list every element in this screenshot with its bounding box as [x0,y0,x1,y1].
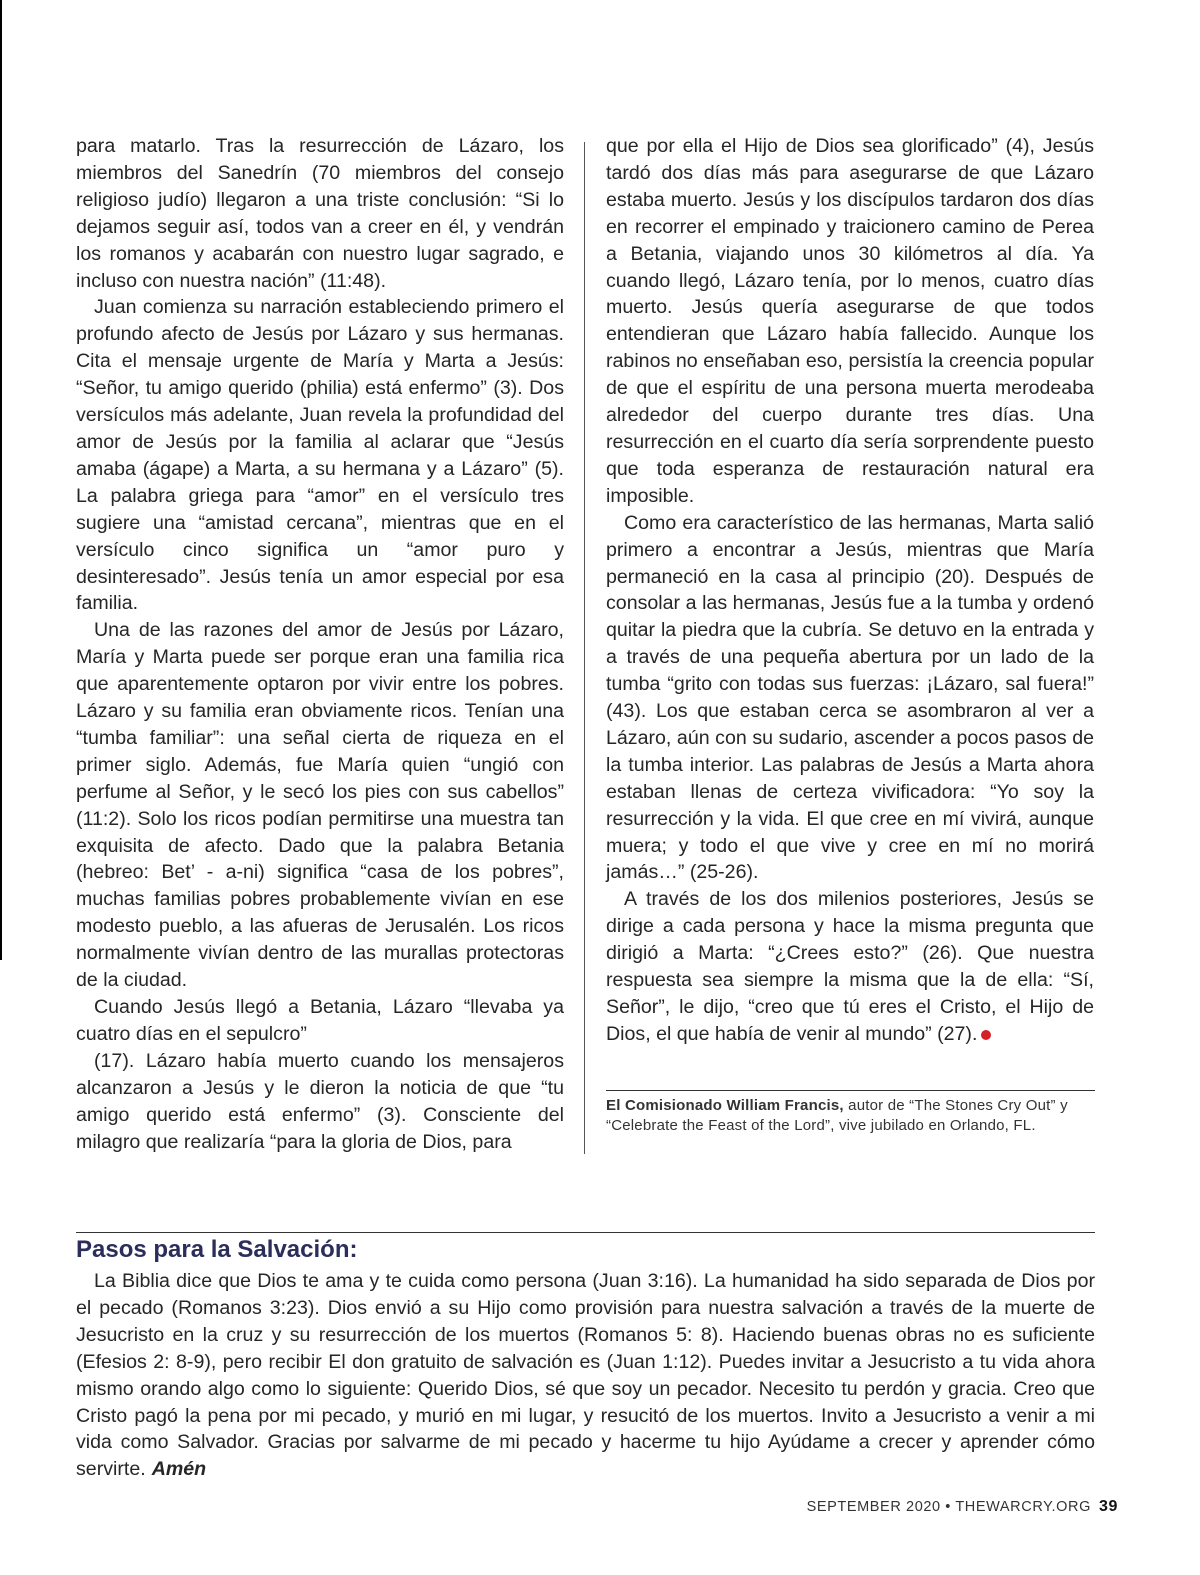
left-paragraph-5: (17). Lázaro había muerto cuando los mensajeros alcanzaron a Jesús y le dieron la noticia de que “tu amigo querido está enfermo” (3). Consciente del milagro que realizaría “para la gloria de Dios, para [76,1049,564,1153]
salvation-text: La Biblia dice que Dios te ama y te cuida como persona (Juan 3:16). La humanidad ha sido separada de Dios por el pecado (Romanos 3:23). Dios envió a su Hijo como provisión para nuestra salvación a través de la muerte de Jesucristo en la cruz y su resurrección de los muertos (Romanos 5: 8). Haciendo buenas obras no es suficiente (Efesios 2: 8-9), pero recibir El don gratuito de salvación es (Juan 1:12). Puedes invitar a Jesucristo a tu vida ahora mismo orando algo como lo siguiente: Querido Dios, sé que soy un pecador. Necesito tu perdón y gracia. Creo que Cristo pagó la pena por mi pecado, y murió en mi lugar, y resucitó de los muertos. Invito a Jesucristo a venir a mi vida como Salvador. Gracias por salvarme de mi pecado y hacerme tu hijo Ayúdame a crecer y aprender cómo servirte. [76,1270,1095,1481]
left-paragraph-1: para matarlo. Tras la resurrección de Lázaro, los miembros del Sanedrín (70 miembros del consejo religioso judío) llegaron a una triste conclusión: “Si lo dejamos seguir así, todos van a creer en él, y vendrán los romanos y acabarán con nuestro lugar sagrado, e incluso con nuestra nación” (11:48). [76,135,564,292]
page-footer [807,1498,1118,1516]
end-mark-icon [981,1030,991,1040]
right-paragraph-2: Como era característico de las hermanas, Marta salió primero a encontrar a Jesús, mientras que María permaneció en la casa al principio (20). Después de consolar a las hermanas, Jesús fue a la tumba y ordenó quitar la piedra que la cubría. Se detuvo en la entrada y a través de una pequeña abertura por un lado de la tumba “grito con todas sus fuerzas: ¡Lázaro, sal fuera!” (43). Los que estaban cerca se asombraron al ver a Lázaro, aún con su sudario, ascender a pocos pasos de la tumba interior. Las palabras de Jesús a Marta ahora estaban llenas de certeza vivificadora: “Yo soy la resurrección y la vida. El que cree en mí vivirá, aunque muera; y todo el que vive y cree en mí no morirá jamás…” (25-26). [606,511,1094,884]
author-name: El Comisionado William Francis, [606,1097,844,1114]
column-divider [584,142,585,1154]
right-paragraph-3 [606,886,1094,1047]
salvation-divider [76,1232,1095,1233]
page-edge-mark [0,0,2,960]
author-bio-text: autor de “The Stones Cry Out” y “Celebrate the Feast of the Lord”, vive jubilado en Orlando, FL. [606,1097,1068,1134]
salvation-body [76,1268,1095,1483]
page-number: 39 [1099,1498,1118,1515]
left-column [76,133,564,1155]
right-column [606,133,1094,1048]
bio-divider [606,1090,1095,1091]
right-paragraph-3-text: A través de los dos milenios posteriores, Jesús se dirige a cada persona y hace la misma pregunta que dirigió a Marta: “¿Crees esto?” (26). Que nuestra respuesta sea siempre la misma que la de ella: “Sí, Señor”, le dijo, “creo que tú eres el Cristo, el Hijo de Dios, el que había de venir al mundo” (27). [606,888,1094,1045]
salvation-title: Pasos para la Salvación: [76,1236,358,1263]
footer-text: SEPTEMBER 2020 • THEWARCRY.ORG [806,1499,1091,1515]
left-paragraph-3: Una de las razones del amor de Jesús por Lázaro, María y Marta puede ser porque eran una familia rica que aparentemente optaron por vivir entre los pobres. Lázaro y su familia eran obviamente ricos. Tenían una “tumba familiar”: una señal cierta de riqueza en el primer siglo. Además, fue María quien “ungió con perfume al Señor, y le secó los pies con sus cabellos” (11:2). Solo los ricos podían permitirse una muestra tan exquisita de afecto. Dado que la palabra Betania (hebreo: Bet’ - a-ni) significa “casa de los pobres”, muchas familias pobres probablemente vivían en ese modesto pueblo, a las afueras de Jerusalén. Los ricos normalmente vivían dentro de las murallas protectoras de la ciudad. [76,619,564,992]
author-bio [606,1096,1095,1136]
right-paragraph-1: que por ella el Hijo de Dios sea glorificado” (4), Jesús tardó dos días más para asegurarse de que Lázaro estaba muerto. Jesús y los discípulos tardaron dos días en recorrer el empinado y traicionero camino de Perea a Betania, viajando unos 30 kilómetros al día. Ya cuando llegó, Lázaro tenía, por lo menos, cuatro días muerto. Jesús quería asegurarse de que todos entendieran que Lázaro había fallecido. Aunque los rabinos no enseñaban eso, persistía la creencia popular de que el espíritu de una persona muerta merodeaba alrededor del cuerpo durante tres días. Una resurrección en el cuarto día sería sorprendente puesto que toda esperanza de restauración natural era imposible. [606,135,1094,507]
left-paragraph-2: Juan comienza su narración estableciendo primero el profundo afecto de Jesús por Lázaro y sus hermanas. Cita el mensaje urgente de María y Marta a Jesús: “Señor, tu amigo querido (philia) está enfermo” (3). Dos versículos más adelante, Juan revela la profundidad del amor de Jesús por la familia al aclarar que “Jesús amaba (ágape) a Marta, a su hermana y a Lázaro” (5). La palabra griega para “amor” en el versículo tres sugiere una “amistad cercana”, mientras que en el versículo cinco significa un “amor puro y desinteresado”. Jesús tenía un amor especial por esa familia. [76,296,564,615]
amen-text: Amén [151,1458,207,1481]
left-paragraph-4: Cuando Jesús llegó a Betania, Lázaro “llevaba ya cuatro días en el sepulcro” [76,996,564,1045]
